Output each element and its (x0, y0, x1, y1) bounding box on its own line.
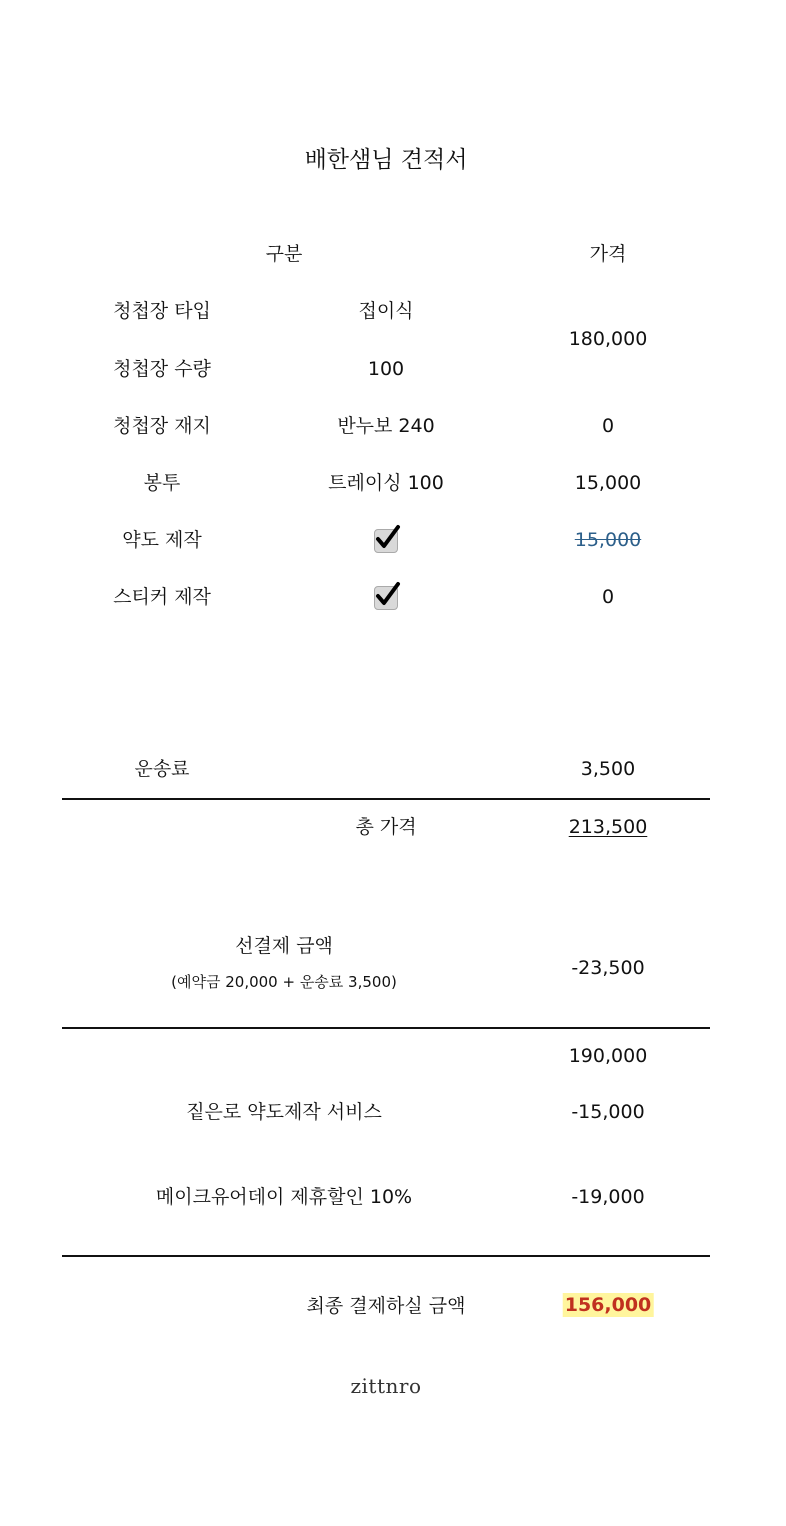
brand-logo: zittnro (350, 1374, 422, 1398)
discount-map-label: 짙은로 약도제작 서비스 (186, 1101, 382, 1123)
shipping-label: 운송료 (134, 758, 190, 780)
row-envelope-value: 트레이싱 100 (328, 472, 444, 494)
final-price (563, 1293, 654, 1317)
final-price-value: 156,000 (564, 1294, 652, 1316)
discount-partner-price: -19,000 (571, 1186, 645, 1208)
row-quantity-label: 청첩장 수량 (113, 358, 211, 380)
row-paper-value: 반누보 240 (337, 415, 435, 437)
row-sticker-price: 0 (601, 586, 615, 608)
divider (62, 798, 710, 800)
prepay-note: (예약금 20,000 + 운송료 3,500) (171, 973, 397, 991)
row-type-value: 접이식 (358, 300, 414, 322)
checkmark-icon (374, 524, 402, 552)
row-type-quantity-price: 180,000 (568, 328, 648, 350)
checkmark-icon (374, 581, 402, 609)
row-map-price: 15,000 (574, 529, 642, 551)
row-quantity-value: 100 (367, 358, 405, 380)
final-label: 최종 결제하실 금액 (306, 1295, 466, 1317)
prepay-price: -23,500 (571, 957, 645, 979)
shipping-price: 3,500 (580, 758, 636, 780)
prepay-label: 선결제 금액 (235, 935, 333, 957)
map-checkbox[interactable] (374, 529, 398, 553)
page-title: 배한샘님 견적서 (304, 147, 468, 173)
row-map-label: 약도 제작 (122, 529, 202, 551)
row-envelope-price: 15,000 (574, 472, 642, 494)
header-price: 가격 (589, 243, 627, 265)
row-type-label: 청첩장 타입 (113, 300, 211, 322)
row-paper-label: 청첩장 재지 (113, 415, 211, 437)
header-category: 구분 (265, 243, 303, 265)
sticker-checkbox[interactable] (374, 586, 398, 610)
discount-map-price: -15,000 (571, 1101, 645, 1123)
row-envelope-label: 봉투 (143, 472, 181, 494)
divider (62, 1027, 710, 1029)
total-label: 총 가격 (355, 816, 417, 838)
subtotal-price: 190,000 (568, 1045, 648, 1067)
row-paper-price: 0 (601, 415, 615, 437)
divider (62, 1255, 710, 1257)
discount-partner-label: 메이크유어데이 제휴할인 10% (155, 1186, 413, 1208)
total-price: 213,500 (568, 816, 648, 838)
row-sticker-label: 스티커 제작 (113, 586, 211, 608)
